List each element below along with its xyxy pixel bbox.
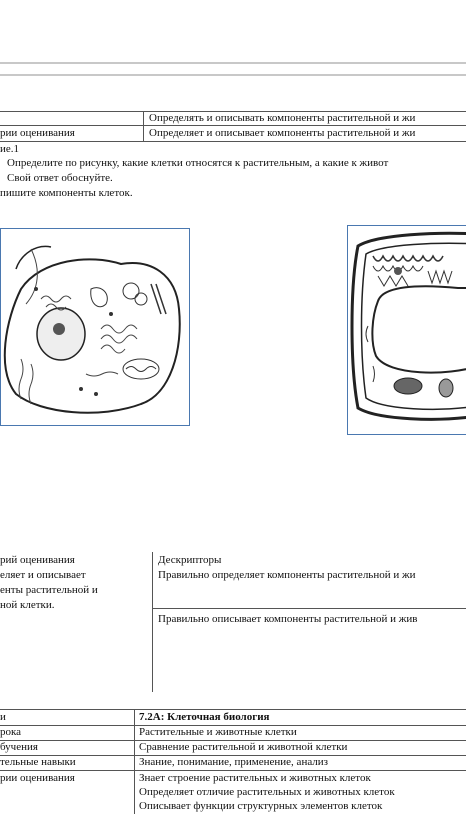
top-divider — [0, 62, 466, 64]
lesson-row-1-right: 7.2А: Клеточная биология — [139, 711, 270, 723]
lesson-row-4-left: тельные навыки — [0, 756, 76, 768]
lesson-row-1-left: и — [0, 711, 6, 723]
lesson-row-5-right: Знает строение растительных и животных клеток — [139, 772, 371, 784]
descriptor-left-1: рий оценивания — [0, 554, 75, 566]
animal-cell-drawing — [1, 229, 189, 425]
descriptor-header: Дескрипторы — [158, 554, 222, 566]
lesson-row-5-left: рии оценивания — [0, 772, 75, 784]
task-line-2: Свой ответ обоснуйте. — [7, 172, 113, 184]
descriptor-left-3: енты растительной и — [0, 584, 98, 596]
lesson-row-5-line-2: Определяет отличие растительных и животных клеток — [139, 786, 395, 798]
top-row2-right: Определяет и описывает компоненты растительной и жи — [149, 127, 416, 139]
task-number: ие.1 — [0, 143, 20, 155]
descriptor-2: Правильно описывает компоненты растительной и жив — [158, 613, 418, 625]
descriptor-left-4: ной клетки. — [0, 599, 55, 611]
descriptor-1: Правильно определяет компоненты растительной и жи — [158, 569, 416, 581]
top-row1-right: Определять и описывать компоненты растительной и жи — [149, 112, 416, 124]
top-divider-2 — [0, 74, 466, 76]
lesson-row-3-right: Сравнение растительной и животной клетки — [139, 741, 348, 753]
lesson-row-5-line-3: Описывает функции структурных элементов клеток — [139, 800, 383, 812]
lesson-row-3-left: бучения — [0, 741, 38, 753]
lesson-row-4-right: Знание, понимание, применение, анализ — [139, 756, 329, 768]
task-line-1: Определите по рисунку, какие клетки относятся к растительным, а какие к живот — [7, 157, 389, 169]
descriptor-left-2: еляет и описывает — [0, 569, 86, 581]
lesson-row-2-left: рока — [0, 726, 22, 738]
plant-cell-image — [347, 225, 466, 435]
task-line-3: пишите компоненты клеток. — [0, 187, 133, 199]
animal-cell-image — [0, 228, 190, 426]
top-row2-left: рии оценивания — [0, 127, 75, 139]
lesson-row-2-right: Растительные и животные клетки — [139, 726, 297, 738]
plant-cell-drawing — [348, 226, 466, 434]
